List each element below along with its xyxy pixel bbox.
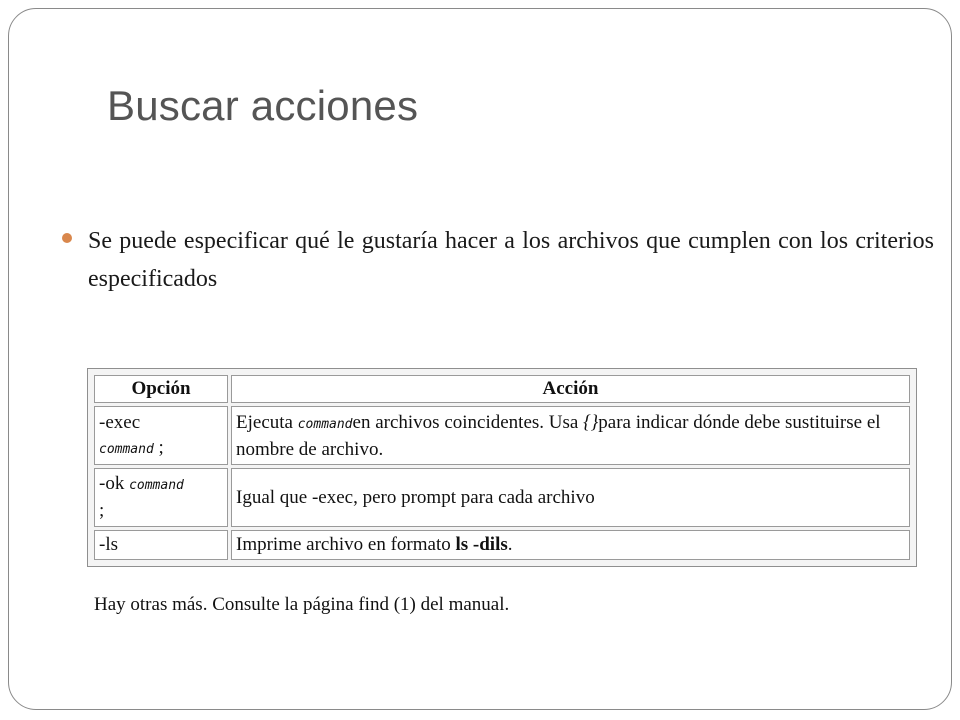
slide-title: Buscar acciones	[107, 82, 419, 129]
table-row	[94, 530, 910, 560]
action-code: command	[297, 416, 353, 432]
actions-table-box	[87, 368, 917, 567]
option-cell-ok	[94, 468, 228, 527]
action-cell-ok: Igual que -exec, pero prompt para cada archivo	[231, 468, 910, 527]
option-arg: command	[99, 441, 154, 457]
header-option: Opción	[94, 375, 228, 403]
option-name: -ok	[99, 473, 130, 495]
table-row	[94, 468, 910, 527]
action-command: ls -dils	[455, 534, 508, 556]
option-cell-ls: -ls	[94, 530, 228, 560]
action-cell-exec	[231, 406, 910, 465]
option-arg: command	[129, 478, 184, 494]
action-text-post: para indicar dónde debe sustituirse el nombre de archivo.	[236, 411, 881, 460]
action-braces: {}	[583, 411, 599, 433]
option-terminator: ;	[153, 436, 164, 458]
bullet-dot-icon	[62, 233, 72, 243]
action-text-pre: Imprime archivo en formato	[236, 534, 456, 556]
option-terminator: ;	[99, 500, 105, 522]
option-name: -exec	[99, 411, 141, 433]
table-header-row	[94, 375, 910, 403]
action-text-post: .	[507, 534, 513, 556]
option-cell-exec	[94, 406, 228, 465]
actions-table	[91, 372, 913, 563]
footnote: Hay otras más. Consulte la página find (1) del manual.	[94, 594, 510, 615]
table-row	[94, 406, 910, 465]
action-text-mid: en archivos coincidentes. Usa	[352, 411, 584, 433]
header-action: Acción	[231, 375, 910, 403]
bullet-text: Se puede especificar qué le gustaría hacer a los archivos que cumplen con los criterios especificados	[88, 228, 934, 292]
action-cell-ls	[231, 530, 910, 560]
action-text-pre: Ejecuta	[236, 411, 298, 433]
bullet-item	[62, 222, 934, 298]
